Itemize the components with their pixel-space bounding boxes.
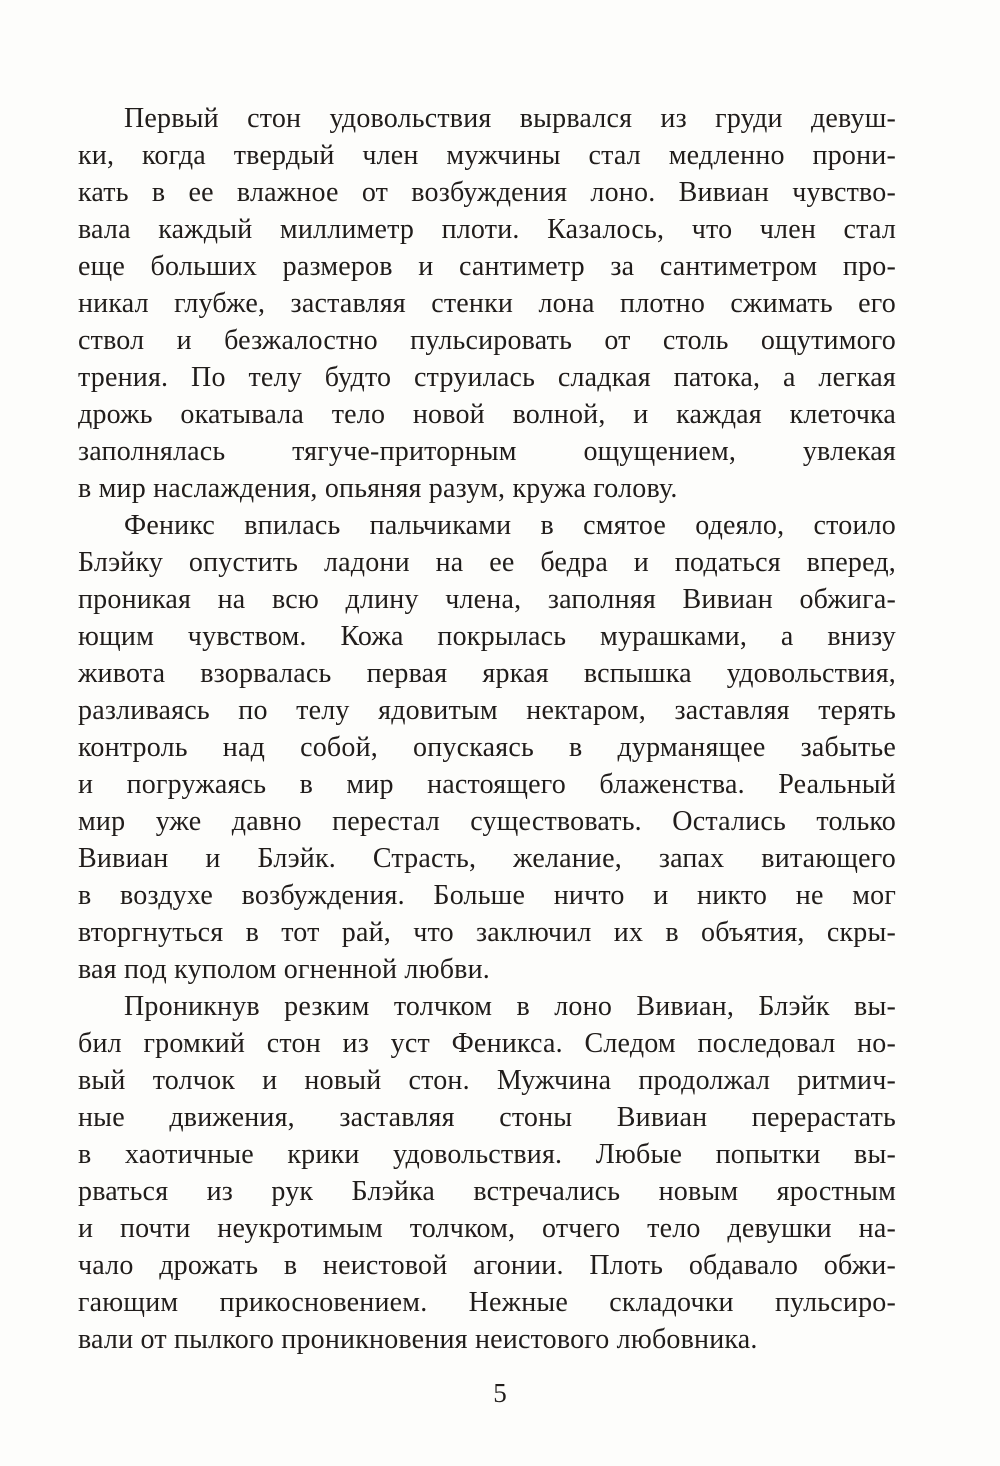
text-line: вали от пылкого проникновения неистового любовника.	[78, 1324, 758, 1355]
text-line: трения. По телу будто струилась сладкая патока, а легкая	[78, 362, 896, 393]
text-line: разливаясь по телу ядовитым нектаром, заставляя терять	[78, 695, 896, 726]
text-line: дрожь окатывала тело новой волной, и каждая клеточка	[78, 399, 896, 430]
text-line: вый толчок и новый стон. Мужчина продолжал ритмич-	[78, 1065, 896, 1096]
text-line: ющим чувством. Кожа покрылась мурашками, а внизу	[78, 621, 896, 652]
text-line: Вивиан и Блэйк. Страсть, желание, запах витающего	[78, 843, 896, 874]
text-line: заполнялась тягуче-приторным ощущением, увлекая	[78, 436, 896, 467]
paragraph	[78, 988, 896, 1358]
text-line: и почти неукротимым толчком, отчего тело девушки на-	[78, 1213, 896, 1244]
text-line: проникая на всю длину члена, заполняя Вивиан обжига-	[78, 584, 896, 615]
text-line: ствол и безжалостно пульсировать от столь ощутимого	[78, 325, 896, 356]
page-text-block	[78, 100, 896, 1358]
text-line: Первый стон удовольствия вырвался из груди девуш-	[124, 103, 896, 134]
text-line: рваться из рук Блэйка встречались новым яростным	[78, 1176, 896, 1207]
text-line: мир уже давно перестал существовать. Остались только	[78, 806, 896, 837]
text-line: в мир наслаждения, опьяняя разум, кружа голову.	[78, 473, 678, 504]
paragraph	[78, 507, 896, 988]
text-line: и погружаясь в мир настоящего блаженства. Реальный	[78, 769, 896, 800]
text-line: вала каждый миллиметр плоти. Казалось, что член стал	[78, 214, 896, 245]
text-line: Проникнув резким толчком в лоно Вивиан, Блэйк вы-	[124, 991, 896, 1022]
text-line: Блэйку опустить ладони на ее бедра и податься вперед,	[78, 547, 896, 578]
text-line: контроль над собой, опускаясь в дурманящее забытье	[78, 732, 896, 763]
text-line: в воздухе возбуждения. Больше ничто и никто не мог	[78, 880, 896, 911]
text-line: в хаотичные крики удовольствия. Любые попытки вы-	[78, 1139, 896, 1170]
text-line: чало дрожать в неистовой агонии. Плоть обдавало обжи-	[78, 1250, 896, 1281]
text-line: ные движения, заставляя стоны Вивиан перерастать	[78, 1102, 896, 1133]
text-line: гающим прикосновением. Нежные складочки пульсиро-	[78, 1287, 896, 1318]
text-line: еще больших размеров и сантиметр за сантиметром про-	[78, 251, 896, 282]
text-line: никал глубже, заставляя стенки лона плотно сжимать его	[78, 288, 896, 319]
text-line: кать в ее влажное от возбуждения лоно. Вивиан чувство-	[78, 177, 896, 208]
text-line: вторгнуться в тот рай, что заключил их в объятия, скры-	[78, 917, 896, 948]
page-number: 5	[493, 1378, 507, 1408]
text-line: живота взорвалась первая яркая вспышка удовольствия,	[78, 658, 896, 689]
text-line: ки, когда твердый член мужчины стал медленно прони-	[78, 140, 896, 171]
text-line: бил громкий стон из уст Феникса. Следом последовал но-	[78, 1028, 896, 1059]
text-line: вая под куполом огненной любви.	[78, 954, 490, 985]
text-line: Феникс впилась пальчиками в смятое одеяло, стоило	[124, 510, 896, 541]
paragraph	[78, 100, 896, 507]
